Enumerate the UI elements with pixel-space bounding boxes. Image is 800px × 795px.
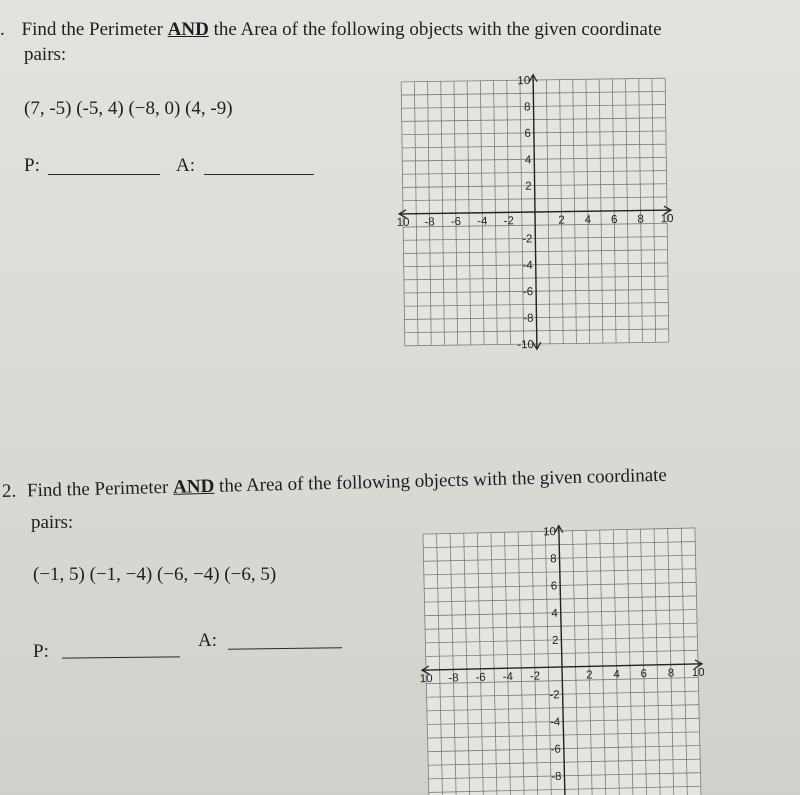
problem-2-perimeter-label: P: <box>33 641 49 662</box>
problem-1-x-tick-label: -2 <box>503 215 514 228</box>
problem-1-x-tick-label: 10 <box>660 213 674 226</box>
problem-1-y-tick-label: 6 <box>524 127 531 140</box>
problem-1-area-label: A: <box>176 155 195 176</box>
problem-1-y-tick-label: -4 <box>522 259 533 272</box>
problem-2-y-tick-label: -6 <box>550 743 562 756</box>
problem-2-x-tick-label: -4 <box>502 671 514 684</box>
problem-2-y-tick-label: -4 <box>549 716 561 729</box>
problem-1-y-tick-label: -8 <box>523 312 534 325</box>
problem-2-heading-line2: pairs: <box>31 512 74 533</box>
problem-2-y-tick-label: -8 <box>551 770 562 784</box>
problem-1-heading-post: the Area of the following objects with the given coordinate <box>208 19 662 40</box>
problem-1-y-tick-label: 4 <box>524 154 532 167</box>
problem-2-x-tick-label: 2 <box>586 669 593 682</box>
problem-2-y-tick-label: 2 <box>551 634 559 648</box>
problem-2-coordinates: (−1, 5) (−1, −4) (−6, −4) (−6, 5) <box>33 564 277 585</box>
problem-1-x-tick-label: 8 <box>637 213 645 226</box>
problem-2-x-tick-label: 4 <box>613 668 620 681</box>
problem-2-area-label: A: <box>198 630 217 651</box>
problem-1-x-tick-label: -4 <box>477 215 488 228</box>
problem-1-y-tick-label: -2 <box>522 233 533 246</box>
problem-1-coordinate-grid[interactable] <box>385 66 680 356</box>
problem-2-y-tick-label: 4 <box>551 607 558 620</box>
problem-1-x-tick-label: 6 <box>611 213 618 226</box>
problem-2-y-tick-label: 10 <box>543 526 557 539</box>
problem-1-x-tick-label: 2 <box>558 214 565 227</box>
problem-2-x-tick-label: -2 <box>529 670 541 683</box>
problem-2-y-tick-label: 6 <box>550 580 558 593</box>
problem-1-x-tick-label: -8 <box>424 216 435 229</box>
problem-1-y-tick-label: -6 <box>522 286 534 299</box>
problem-2-heading <box>2 466 667 501</box>
problem-1-area-answer-line[interactable] <box>204 174 314 175</box>
problem-2-y-tick-label: -2 <box>549 689 560 702</box>
problem-2-heading-post: the Area of the following objects with the given coordinate <box>214 464 668 497</box>
problem-1-x-tick-label: -6 <box>450 216 462 229</box>
problem-1-coordinates: (7, -5) (-5, 4) (−8, 0) (4, -9) <box>24 98 233 119</box>
problem-1-y-tick-label: 2 <box>525 180 532 193</box>
problem-2-x-tick-label: 10 <box>691 666 705 680</box>
problem-2-coordinate-grid[interactable] <box>414 505 732 795</box>
problem-2-number: 2. <box>1 480 17 502</box>
problem-1-x-tick-label: 4 <box>584 214 592 227</box>
problem-1-perimeter-answer-line[interactable] <box>48 174 160 175</box>
problem-2-grid-group <box>416 522 707 795</box>
problem-2-y-tick-label: 8 <box>550 553 557 566</box>
problem-2-heading-bold: AND <box>172 475 215 498</box>
problem-1-number: . <box>0 19 5 40</box>
problem-1-x-tick-label: 10 <box>396 216 410 229</box>
problem-1-grid-group <box>395 73 676 353</box>
problem-1-perimeter-label: P: <box>24 155 40 176</box>
problem-2-perimeter-answer-line[interactable] <box>62 656 180 658</box>
problem-2-x-tick-label: 6 <box>640 668 648 681</box>
problem-1-y-tick-label: 10 <box>517 75 531 88</box>
problem-1-y-tick-label: 8 <box>524 101 531 114</box>
problem-1-heading <box>0 20 662 39</box>
problem-1-heading-bold: AND <box>167 19 209 40</box>
problem-2-x-tick-label: -6 <box>475 671 486 684</box>
problem-2-x-tick-label: -8 <box>448 672 459 685</box>
problem-1-heading-line2: pairs: <box>24 44 67 65</box>
problem-2-x-tick-label: 8 <box>667 667 675 680</box>
problem-2-heading-pre: Find the Perimeter <box>26 476 174 502</box>
problem-1-y-tick-label: -10 <box>517 339 534 352</box>
problem-1-heading-pre: Find the Perimeter <box>21 19 168 40</box>
problem-2-x-tick-label: 10 <box>419 672 433 686</box>
problem-2-area-answer-line[interactable] <box>228 647 342 650</box>
